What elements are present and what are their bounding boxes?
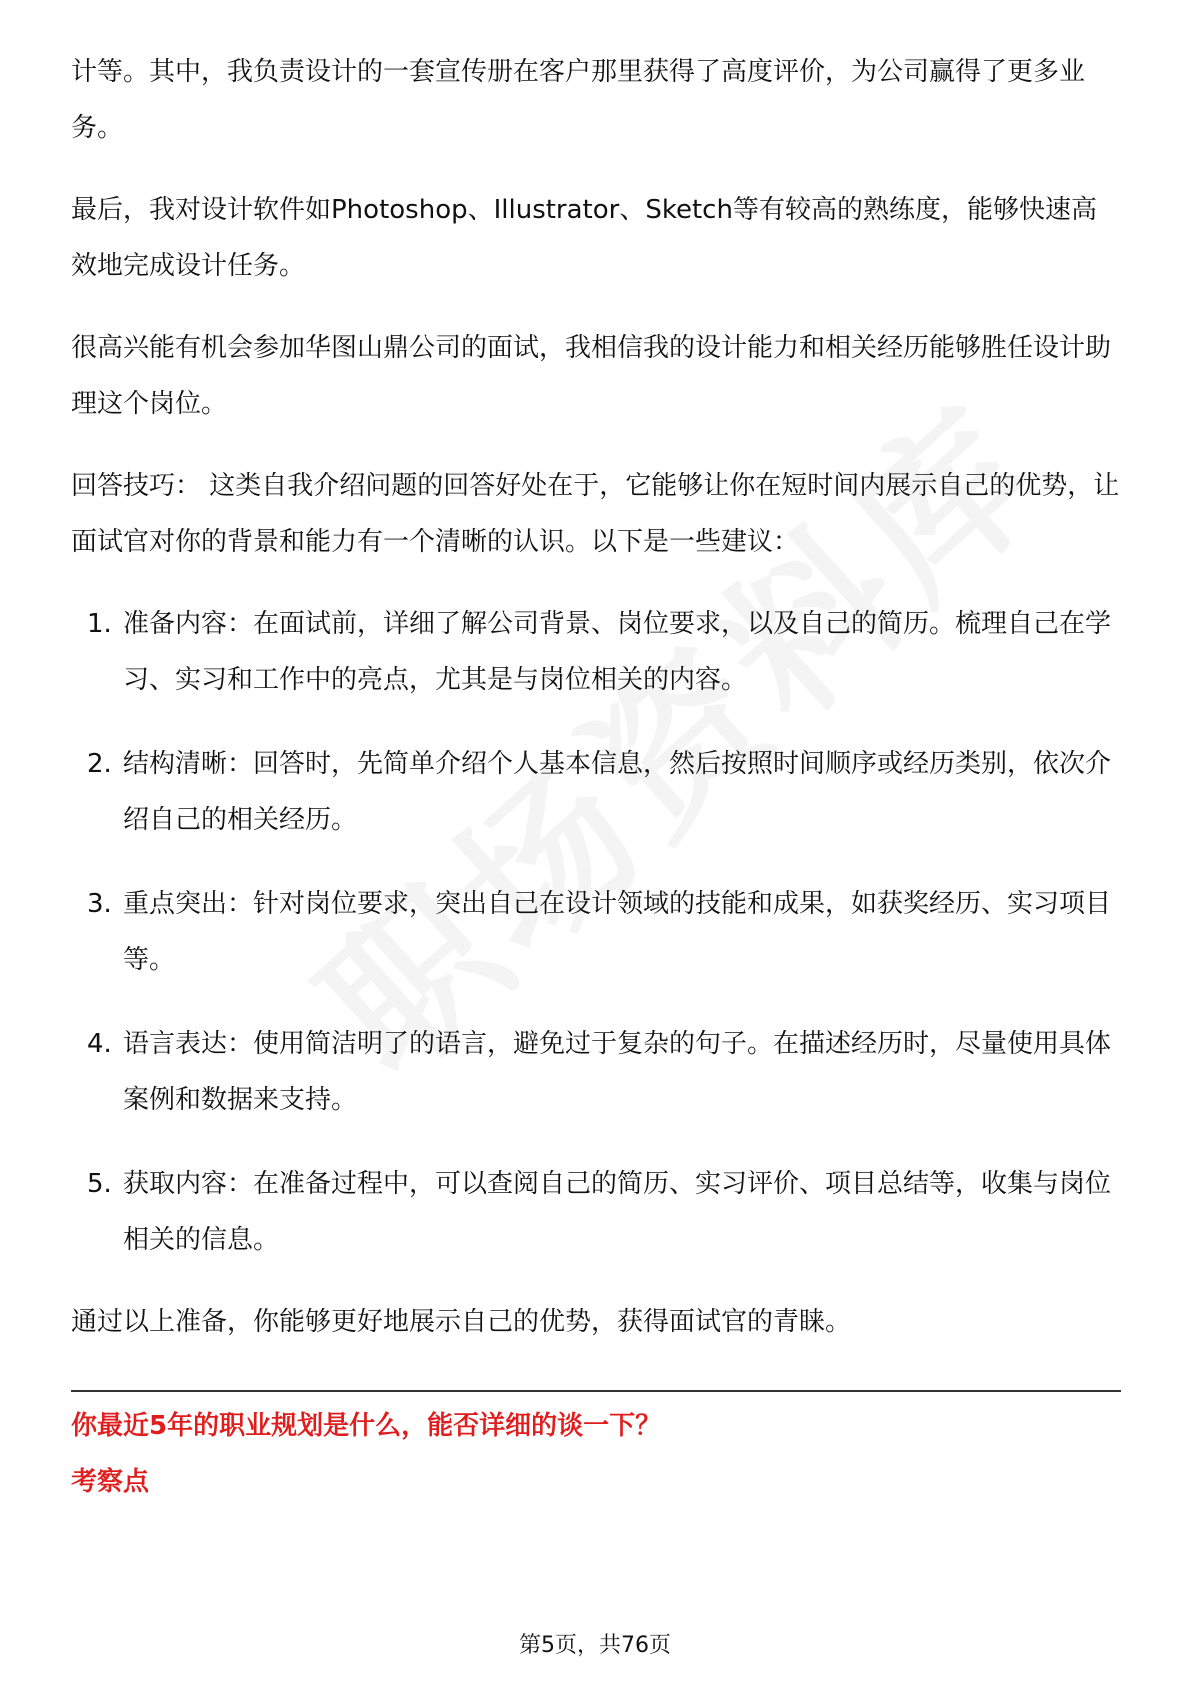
list-item: [71, 596, 1121, 708]
paragraph-conclusion: 通过以上准备，你能够更好地展示自己的优势，获得面试官的青睐。: [71, 1307, 852, 1337]
list-item-text: 结构清晰：回答时，先简单介绍个人基本信息，然后按照时间顺序或经历类别，依次介绍自己的相关经历。: [123, 749, 1112, 835]
subheading: 考察点: [71, 1467, 150, 1497]
list-item-number: 5.: [87, 1169, 112, 1199]
paragraph-achievement: 计等。其中，我负责设计的一套宣传册在客户那里获得了高度评价，为公司赢得了更多业务。: [71, 57, 1086, 143]
list-item-text: 语言表达：使用简洁明了的语言，避免过于复杂的句子。在描述经历时，尽量使用具体案例和数据来支持。: [123, 1029, 1112, 1115]
list-item-text: 重点突出：针对岗位要求，突出自己在设计领域的技能和成果，如获奖经历、实习项目等。: [123, 889, 1112, 975]
paragraph-closing-statement: 很高兴能有机会参加华图山鼎公司的面试，我相信我的设计能力和相关经历能够胜任设计助理这个岗位。: [71, 333, 1112, 419]
paragraph-answer-tips: 回答技巧： 这类自我介绍问题的回答好处在于，它能够让你在短时间内展示自己的优势，让面试官对你的背景和能力有一个清晰的认识。以下是一些建议：: [71, 471, 1120, 557]
list-item-number: 3.: [87, 889, 112, 919]
paragraph-software-skills: 最后，我对设计软件如Photoshop、Illustrator、Sketch等有较高的熟练度，能够快速高效地完成设计任务。: [71, 195, 1097, 281]
list-item: [71, 876, 1121, 988]
list-item: [71, 1156, 1121, 1268]
list-item-text: 准备内容：在面试前，详细了解公司背景、岗位要求，以及自己的简历。梳理自己在学习、实习和工作中的亮点，尤其是与岗位相关的内容。: [123, 609, 1112, 695]
tips-list: [71, 596, 1121, 1268]
section-divider: [71, 1390, 1121, 1392]
document-body: [71, 44, 1121, 1506]
list-item: [71, 1016, 1121, 1128]
page-number-footer: 第5页，共76页: [519, 1633, 671, 1658]
list-item-text: 获取内容：在准备过程中，可以查阅自己的简历、实习评价、项目总结等，收集与岗位相关的信息。: [123, 1169, 1112, 1255]
list-item-number: 2.: [87, 749, 112, 779]
list-item: [71, 736, 1121, 848]
question-heading: 你最近5年的职业规划是什么，能否详细的谈一下？: [71, 1411, 662, 1441]
list-item-number: 4.: [87, 1029, 112, 1059]
list-item-number: 1.: [87, 609, 112, 639]
